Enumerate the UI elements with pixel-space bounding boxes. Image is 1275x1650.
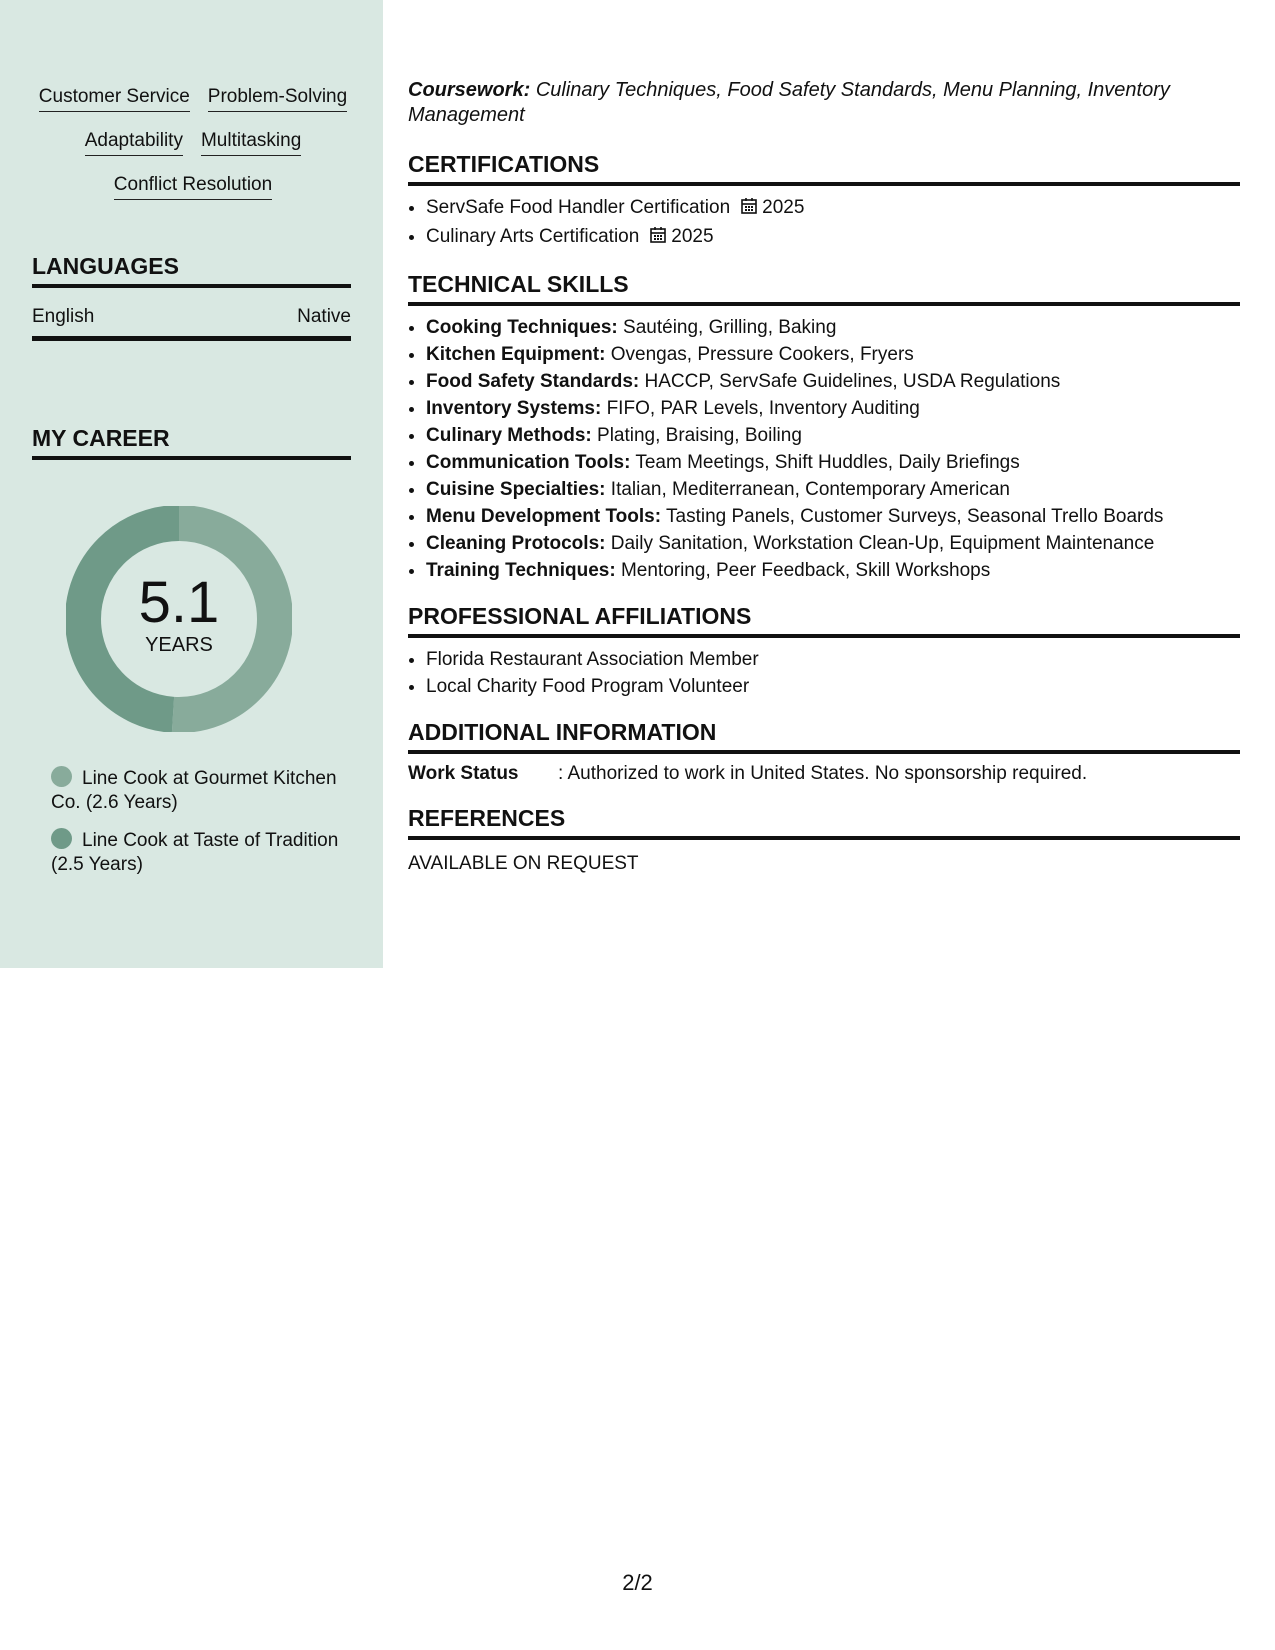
sidebar	[0, 0, 383, 968]
skill-tag: Multitasking	[201, 130, 301, 156]
skill-label: Inventory Systems:	[426, 398, 602, 419]
skill-value: Plating, Braising, Boiling	[597, 425, 802, 446]
skill-value: Daily Sanitation, Workstation Clean-Up, Equipment Maintenance	[610, 533, 1155, 554]
affiliation-item: • Local Charity Food Program Volunteer	[426, 673, 1240, 700]
language-row	[32, 306, 351, 341]
technical-skill-item	[426, 503, 1240, 530]
technical-skill-item	[426, 395, 1240, 422]
career-donut-chart	[66, 506, 292, 732]
calendar-icon	[649, 225, 667, 252]
work-status-label: Work Status	[408, 763, 519, 784]
affiliation-item: • Florida Restaurant Association Member	[426, 646, 1240, 673]
skill-row	[28, 130, 358, 156]
languages-section	[32, 252, 351, 341]
technical-skill-item	[426, 422, 1240, 449]
legend-dot	[51, 766, 72, 787]
skill-label: Communication Tools:	[426, 452, 631, 473]
certification-year: 2025	[671, 226, 714, 247]
calendar-icon	[740, 196, 758, 223]
technical-skill-item	[426, 530, 1240, 557]
certification-year: 2025	[762, 197, 805, 218]
certifications-list	[408, 194, 1240, 252]
skill-row	[28, 86, 358, 112]
skill-label: Cuisine Specialties:	[426, 479, 606, 500]
skill-label: Menu Development Tools:	[426, 506, 662, 527]
legend-label: Line Cook at Taste of Tradition (2.5 Years)	[51, 830, 339, 875]
technical-skills-heading: TECHNICAL SKILLS	[408, 270, 1240, 306]
references-heading: REFERENCES	[408, 804, 1240, 840]
coursework-text: Culinary Techniques, Food Safety Standards, Menu Planning, Inventory Management	[408, 79, 1170, 126]
career-legend	[51, 766, 351, 890]
legend-item	[51, 828, 351, 877]
skill-label: Cleaning Protocols:	[426, 533, 606, 554]
certifications-heading: CERTIFICATIONS	[408, 150, 1240, 186]
technical-skill-item	[426, 314, 1240, 341]
skill-label: Cooking Techniques:	[426, 317, 618, 338]
coursework	[408, 78, 1240, 128]
skill-value: FIFO, PAR Levels, Inventory Auditing	[606, 398, 920, 419]
certification-name: Culinary Arts Certification	[426, 226, 640, 247]
skill-row	[28, 174, 358, 200]
affiliations-list	[408, 646, 1240, 700]
coursework-label: Coursework:	[408, 79, 531, 101]
skill-value: Tasting Panels, Customer Surveys, Seasonal Trello Boards	[666, 506, 1164, 527]
career-heading: MY CAREER	[32, 424, 351, 460]
languages-heading: LANGUAGES	[32, 252, 351, 288]
skill-value: Team Meetings, Shift Huddles, Daily Briefings	[635, 452, 1020, 473]
page-number: 2/2	[622, 1570, 653, 1595]
affiliations-heading: PROFESSIONAL AFFILIATIONS	[408, 602, 1240, 638]
donut-center	[66, 506, 292, 732]
legend-label: Line Cook at Gourmet Kitchen Co. (2.6 Years)	[51, 768, 337, 813]
skill-tag: Problem-Solving	[208, 86, 347, 112]
technical-skill-item	[426, 557, 1240, 584]
career-total-value: 5.1	[138, 570, 220, 635]
career-section	[32, 424, 351, 460]
skill-tag: Conflict Resolution	[114, 174, 272, 200]
legend-item	[51, 766, 351, 815]
work-status-row	[408, 762, 1240, 786]
skill-value: Sautéing, Grilling, Baking	[623, 317, 837, 338]
skill-label: Kitchen Equipment:	[426, 344, 606, 365]
main-content	[408, 78, 1240, 876]
skill-value: HACCP, ServSafe Guidelines, USDA Regulations	[644, 371, 1061, 392]
skill-value: Ovengas, Pressure Cookers, Fryers	[610, 344, 914, 365]
legend-dot	[51, 828, 72, 849]
additional-info-heading: ADDITIONAL INFORMATION	[408, 718, 1240, 754]
technical-skill-item	[426, 341, 1240, 368]
references-text: AVAILABLE ON REQUEST	[408, 853, 639, 874]
career-total-label: YEARS	[145, 634, 213, 656]
certification-item	[426, 194, 1240, 223]
work-status-value: : Authorized to work in United States. No sponsorship required.	[558, 763, 1088, 784]
technical-skill-item	[426, 368, 1240, 395]
certification-name: ServSafe Food Handler Certification	[426, 197, 731, 218]
skill-label: Training Techniques:	[426, 560, 616, 581]
skill-value: Mentoring, Peer Feedback, Skill Workshops	[620, 560, 991, 581]
skill-tag: Adaptability	[85, 130, 183, 156]
skill-label: Culinary Methods:	[426, 425, 592, 446]
language-name: English	[32, 306, 95, 327]
technical-skill-item	[426, 476, 1240, 503]
skill-value: Italian, Mediterranean, Contemporary American	[610, 479, 1010, 500]
technical-skills-list	[408, 314, 1240, 584]
skill-label: Food Safety Standards:	[426, 371, 640, 392]
skills-list	[28, 86, 358, 218]
language-level: Native	[297, 306, 351, 327]
certification-item	[426, 223, 1240, 252]
skill-tag: Customer Service	[39, 86, 190, 112]
technical-skill-item	[426, 449, 1240, 476]
